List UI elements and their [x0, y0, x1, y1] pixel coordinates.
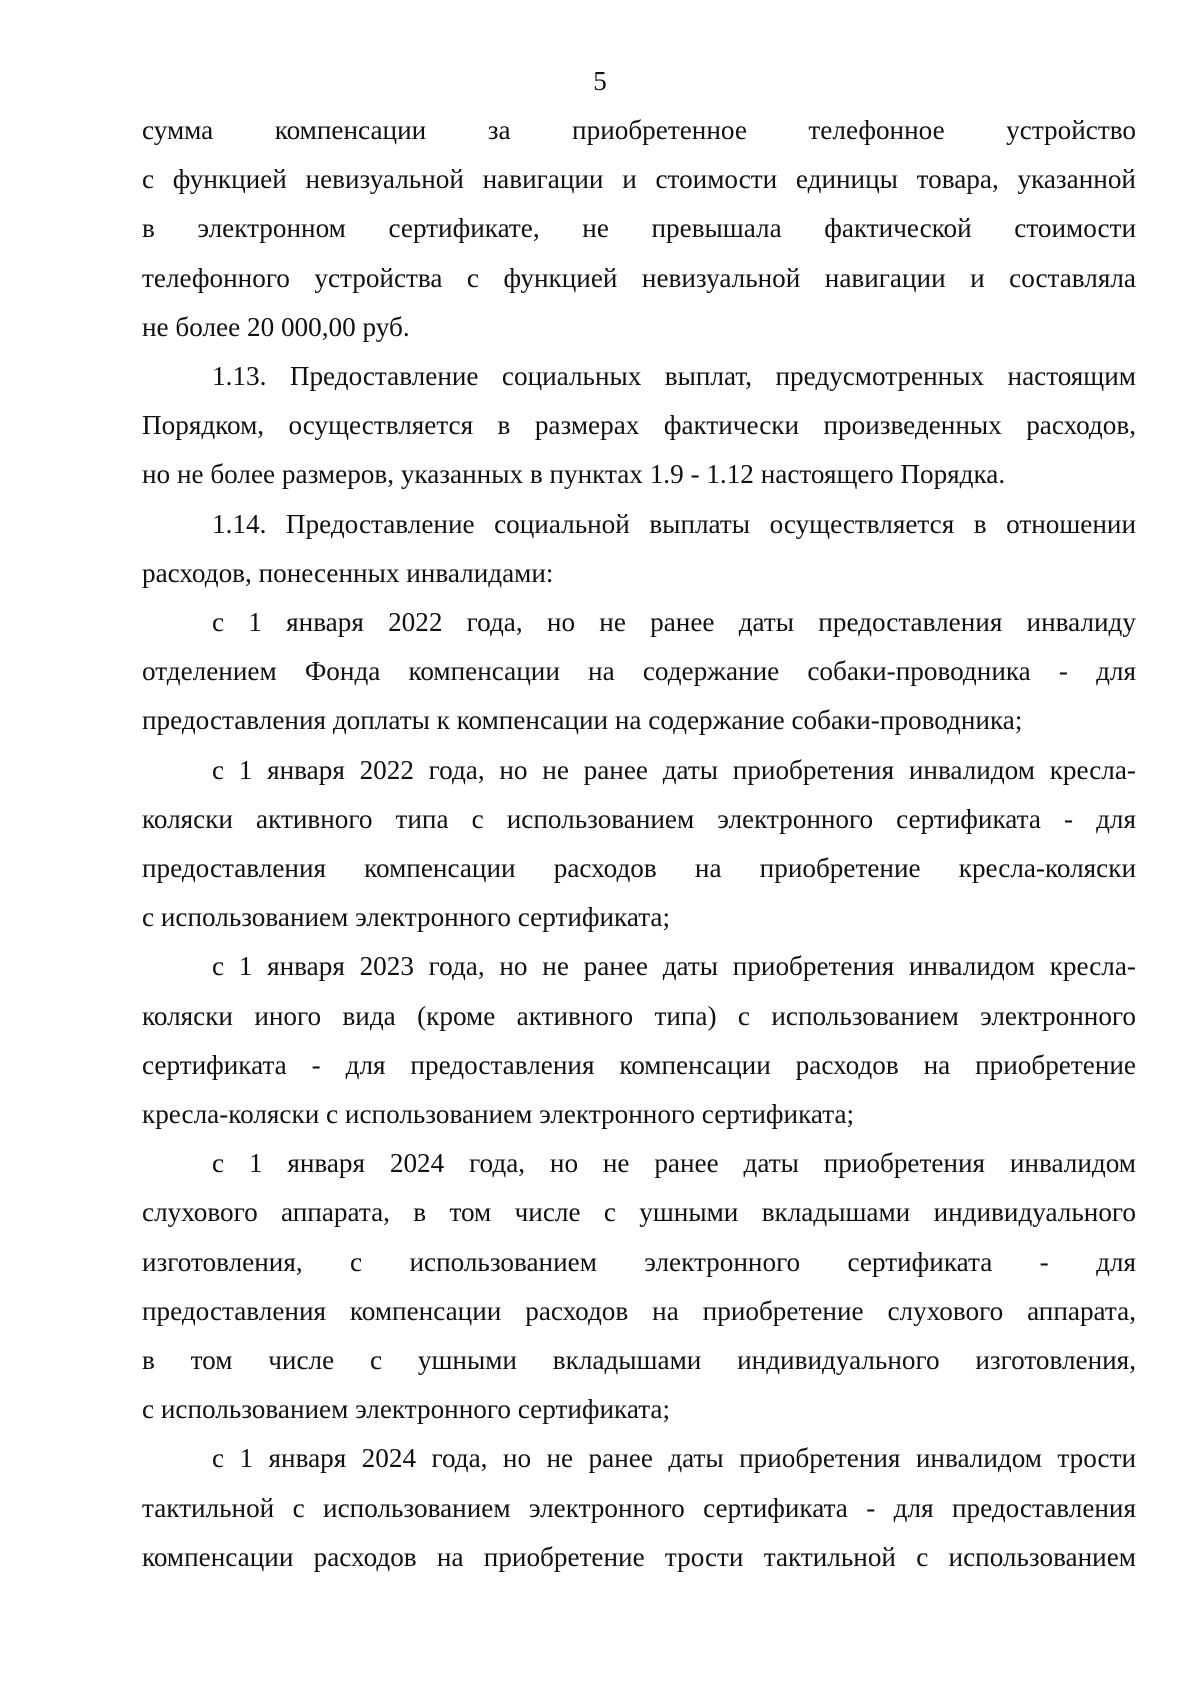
text-line: Порядком, осуществляется в размерах фактически произведенных расходов,: [142, 410, 1136, 441]
text-line: предоставления доплаты к компенсации на содержание собаки-проводника;: [142, 705, 1023, 736]
page-number: 5: [593, 66, 607, 96]
text-line: сумма компенсации за приобретенное телефонное устройство: [142, 115, 1136, 145]
text-line: с 1 января 2022 года, но не ранее даты предоставления инвалиду: [212, 607, 1136, 638]
text-line: в том числе с ушными вкладышами индивидуального изготовления,: [142, 1345, 1136, 1376]
paragraph-item-hearing-aid: [142, 1139, 1136, 1434]
text-line: коляски активного типа с использованием электронного сертификата - для: [142, 803, 1136, 834]
text-line: изготовления, с использованием электронного сертификата - для: [142, 1246, 1136, 1277]
text-line: с 1 января 2024 года, но не ранее даты приобретения инвалидом: [212, 1148, 1136, 1179]
paragraph-1-13: [142, 352, 1136, 500]
text-line: но не более размеров, указанных в пунктах 1.9 - 1.12 настоящего Порядка.: [142, 459, 1006, 490]
text-line: кресла-коляски с использованием электронного сертификата;: [142, 1099, 855, 1130]
text-line: 1.13. Предоставление социальных выплат, предусмотренных настоящим: [212, 361, 1136, 392]
text-line: расходов, понесенных инвалидами:: [142, 557, 554, 588]
paragraph-continuation: [142, 106, 1136, 352]
text-line: с использованием электронного сертификата;: [142, 902, 671, 933]
text-line: с 1 января 2023 года, но не ранее даты приобретения инвалидом кресла-: [212, 951, 1136, 982]
text-line: коляски иного вида (кроме активного типа) с использованием электронного: [142, 1000, 1136, 1031]
document-body: [142, 106, 1136, 1582]
text-line: с функцией невизуальной навигации и стоимости единицы товара, указанной: [142, 164, 1136, 195]
paragraph-item-other-wheelchair: [142, 942, 1136, 1139]
paragraph-item-tactile-cane: [142, 1434, 1136, 1582]
text-line: компенсации расходов на приобретение трости тактильной с использованием: [142, 1541, 1136, 1572]
text-line: с 1 января 2022 года, но не ранее даты приобретения инвалидом кресла-: [212, 754, 1136, 785]
text-line: с использованием электронного сертификата;: [142, 1394, 671, 1425]
text-line: предоставления компенсации расходов на приобретение слухового аппарата,: [142, 1295, 1136, 1326]
paragraph-1-14: [142, 500, 1136, 598]
text-line: тактильной с использованием электронного сертификата - для предоставления: [142, 1492, 1136, 1523]
text-line: с 1 января 2024 года, но не ранее даты приобретения инвалидом трости: [212, 1443, 1136, 1474]
paragraph-item-active-wheelchair: [142, 746, 1136, 943]
text-line: не более 20 000,00 руб.: [142, 311, 410, 342]
text-line: отделением Фонда компенсации на содержание собаки-проводника - для: [142, 656, 1136, 687]
text-line: сертификата - для предоставления компенсации расходов на приобретение: [142, 1049, 1136, 1080]
text-line: предоставления компенсации расходов на приобретение кресла-коляски: [142, 853, 1136, 884]
text-line: 1.14. Предоставление социальной выплаты осуществляется в отношении: [212, 508, 1136, 539]
text-line: телефонного устройства с функцией невизуальной навигации и составляла: [142, 262, 1136, 293]
paragraph-item-guide-dog: [142, 598, 1136, 746]
text-line: слухового аппарата, в том числе с ушными вкладышами индивидуального: [142, 1197, 1136, 1228]
text-line: в электронном сертификате, не превышала фактической стоимости: [142, 213, 1136, 244]
